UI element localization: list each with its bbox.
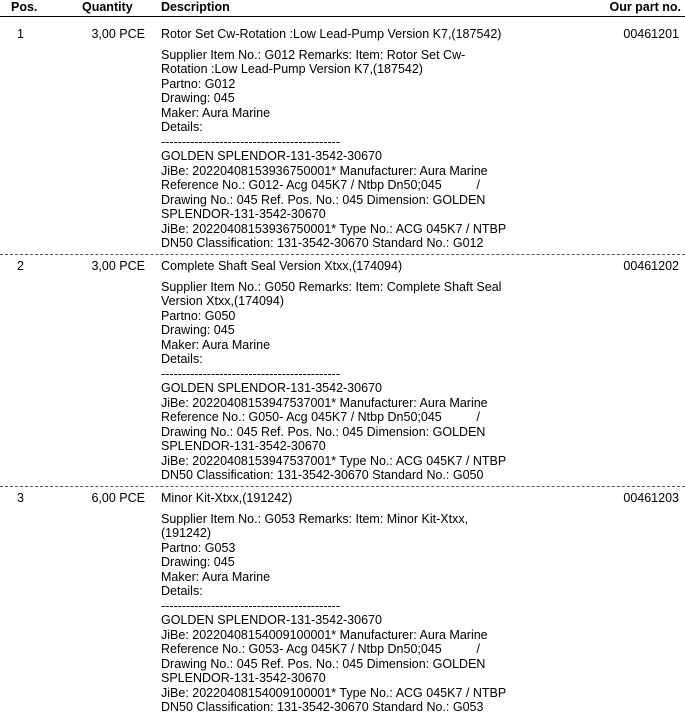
row-divider bbox=[0, 486, 685, 487]
header-our-part-no: Our part no. bbox=[609, 0, 681, 14]
row-quantity: 3,00 PCE bbox=[91, 259, 145, 273]
detail-line: Drawing No.: 045 Ref. Pos. No.: 045 Dimension: GOLDEN bbox=[161, 656, 486, 671]
row-description bbox=[161, 27, 521, 251]
detail-line: JiBe: 20220408153936750001* Manufacturer: Aura Marine bbox=[161, 163, 488, 178]
detail-line: Reference No.: G053- Acg 045K7 / Ntbp Dn50;045 / bbox=[161, 642, 480, 656]
detail-line: JiBe: 20220408154009100001* Type No.: ACG 045K7 / NTBP bbox=[161, 685, 507, 700]
detail-line: Supplier Item No.: G053 Remarks: Item: Minor Kit-Xtxx, bbox=[161, 511, 469, 526]
detail-line: Drawing: 045 bbox=[161, 91, 235, 105]
row-title: Complete Shaft Seal Version Xtxx,(174094) bbox=[161, 259, 403, 273]
detail-line: Supplier Item No.: G012 Remarks: Item: Rotor Set Cw- bbox=[161, 47, 466, 62]
detail-line: (191242) bbox=[161, 526, 212, 540]
detail-line: Rotation :Low Lead-Pump Version K7,(187542) bbox=[161, 62, 423, 76]
detail-line: SPLENDOR-131-3542-30670 bbox=[161, 207, 326, 221]
detail-line: JiBe: 20220408153947537001* Type No.: ACG 045K7 / NTBP bbox=[161, 453, 507, 468]
detail-line: Maker: Aura Marine bbox=[161, 337, 271, 352]
detail-line: DN50 Classification: 131-3542-30670 Standard No.: G050 bbox=[161, 468, 484, 482]
detail-separator: ------------------------------------------- bbox=[161, 134, 340, 149]
detail-line: JiBe: 20220408154009100001* Manufacturer: Aura Marine bbox=[161, 627, 488, 642]
detail-line: SPLENDOR-131-3542-30670 bbox=[161, 671, 326, 685]
header-divider bbox=[0, 16, 685, 17]
row-part-no: 00461201 bbox=[623, 27, 679, 41]
detail-line: Maker: Aura Marine bbox=[161, 105, 271, 120]
detail-line: Drawing No.: 045 Ref. Pos. No.: 045 Dimension: GOLDEN bbox=[161, 424, 486, 439]
table-header bbox=[0, 0, 685, 17]
detail-line: Maker: Aura Marine bbox=[161, 569, 271, 584]
detail-line: Version Xtxx,(174094) bbox=[161, 294, 284, 308]
header-pos: Pos. bbox=[11, 0, 38, 14]
row-pos: 3 bbox=[17, 491, 24, 505]
detail-line: DN50 Classification: 131-3542-30670 Standard No.: G053 bbox=[161, 700, 484, 714]
header-quantity: Quantity bbox=[82, 0, 133, 14]
detail-line: Partno: G050 bbox=[161, 308, 236, 323]
row-quantity: 3,00 PCE bbox=[91, 27, 145, 41]
detail-line: Partno: G053 bbox=[161, 540, 236, 555]
detail-line: JiBe: 20220408153947537001* Manufacturer: Aura Marine bbox=[161, 395, 488, 410]
row-pos: 2 bbox=[17, 259, 24, 273]
detail-line: Details: bbox=[161, 584, 203, 598]
detail-line: Reference No.: G050- Acg 045K7 / Ntbp Dn50;045 / bbox=[161, 410, 480, 424]
row-pos: 1 bbox=[17, 27, 24, 41]
detail-line: JiBe: 20220408153936750001* Type No.: ACG 045K7 / NTBP bbox=[161, 221, 507, 236]
detail-line: Drawing: 045 bbox=[161, 555, 235, 569]
row-divider bbox=[0, 254, 685, 255]
detail-line: Reference No.: G012- Acg 045K7 / Ntbp Dn50;045 / bbox=[161, 178, 480, 192]
row-title: Rotor Set Cw-Rotation :Low Lead-Pump Version K7,(187542) bbox=[161, 27, 502, 41]
detail-separator: ------------------------------------------- bbox=[161, 598, 340, 613]
header-description: Description bbox=[161, 0, 230, 14]
row-part-no: 00461203 bbox=[623, 491, 679, 505]
detail-line: Partno: G012 bbox=[161, 76, 236, 91]
detail-line: GOLDEN SPLENDOR-131-3542-30670 bbox=[161, 149, 382, 163]
detail-line: GOLDEN SPLENDOR-131-3542-30670 bbox=[161, 381, 382, 395]
detail-line: Drawing: 045 bbox=[161, 323, 235, 337]
detail-line: DN50 Classification: 131-3542-30670 Standard No.: G012 bbox=[161, 236, 484, 250]
detail-line: Details: bbox=[161, 352, 203, 366]
detail-line: SPLENDOR-131-3542-30670 bbox=[161, 439, 326, 453]
detail-line: GOLDEN SPLENDOR-131-3542-30670 bbox=[161, 613, 382, 627]
row-description bbox=[161, 259, 521, 483]
detail-line: Drawing No.: 045 Ref. Pos. No.: 045 Dimension: GOLDEN bbox=[161, 192, 486, 207]
row-part-no: 00461202 bbox=[623, 259, 679, 273]
row-description bbox=[161, 491, 521, 715]
row-title: Minor Kit-Xtxx,(191242) bbox=[161, 491, 293, 505]
detail-line: Details: bbox=[161, 120, 203, 134]
detail-line: Supplier Item No.: G050 Remarks: Item: Complete Shaft Seal bbox=[161, 279, 502, 294]
detail-separator: ------------------------------------------- bbox=[161, 366, 340, 381]
row-quantity: 6,00 PCE bbox=[91, 491, 145, 505]
